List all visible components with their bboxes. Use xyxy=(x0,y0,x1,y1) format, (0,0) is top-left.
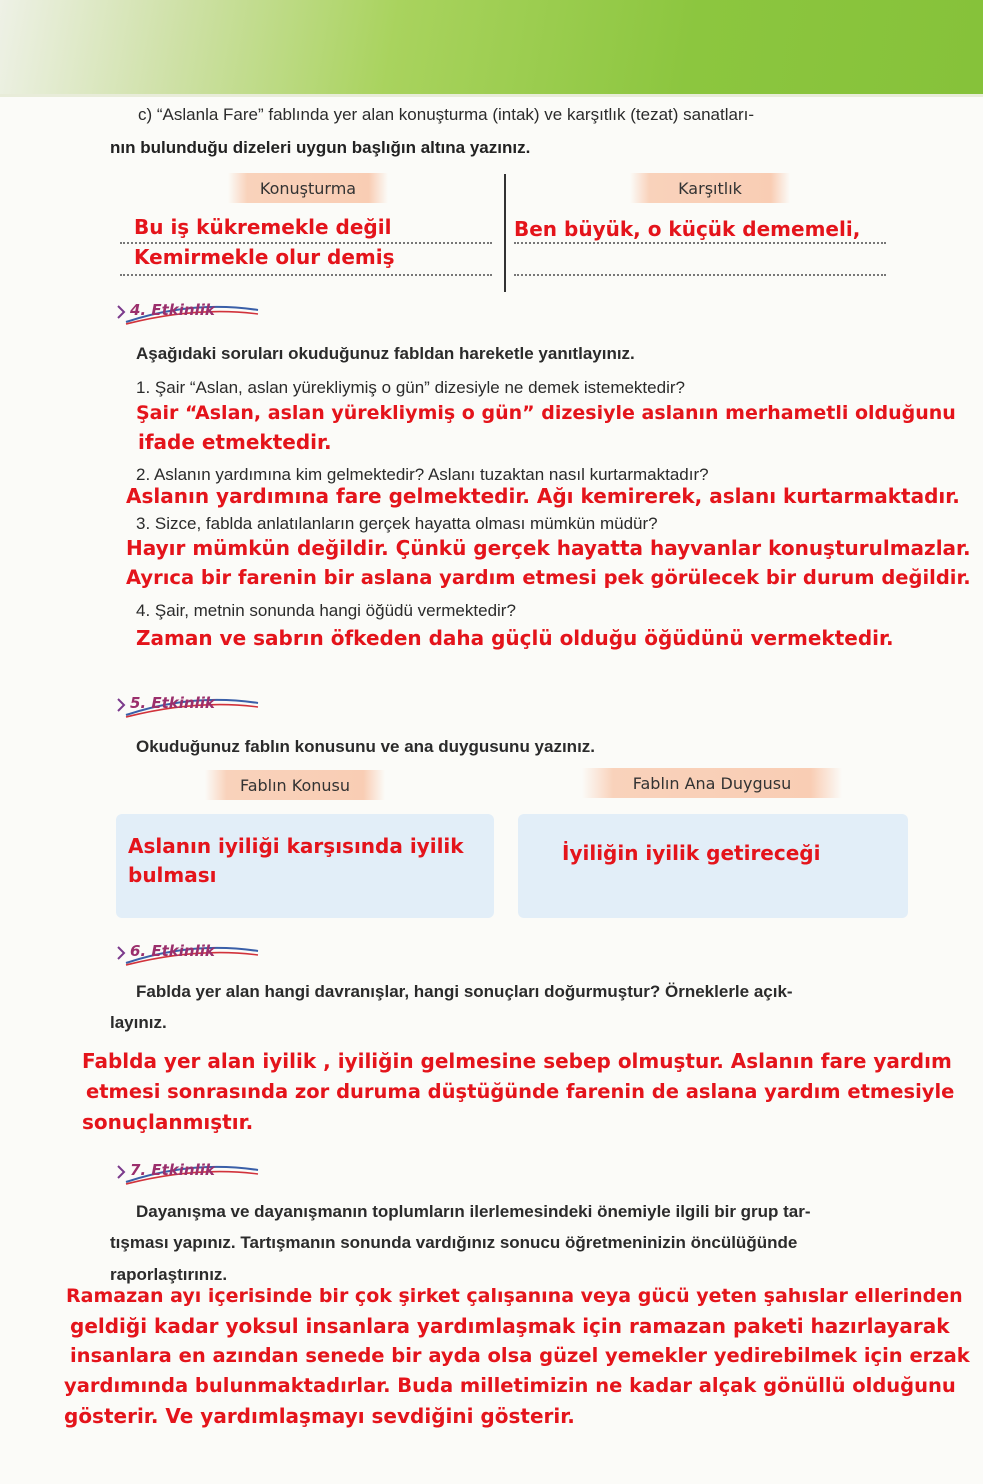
header-band xyxy=(0,0,983,94)
header-divider xyxy=(0,94,983,97)
konusturma-answer-1: Bu iş kükremekle değil xyxy=(134,215,392,239)
etkinlik-6-title: 6. Etkinlik xyxy=(130,942,215,960)
answer-3-line2: Ayrıca bir farenin bir aslana yardım etmesi pek görülecek bir durum değildir. xyxy=(126,566,971,589)
etkinlik-5-badge xyxy=(112,689,262,719)
konusturma-answer-2: Kemirmekle olur demiş xyxy=(134,245,395,269)
answer-2: Aslanın yardımına fare gelmektedir. Ağı kemirerek, aslanı kurtarmaktadır. xyxy=(126,484,960,508)
konusturma-label: Konuşturma xyxy=(228,173,388,203)
question-2: 2. Aslanın yardımına kim gelmektedir? Aslanı tuzaktan nasıl kurtarmaktadır? xyxy=(136,465,709,484)
duygu-label: Fablın Ana Duygusu xyxy=(582,768,842,798)
karsitlik-label: Karşıtlık xyxy=(630,173,790,203)
karsitlik-answer-1: Ben büyük, o küçük dememeli, xyxy=(514,217,861,241)
etkinlik-6-badge xyxy=(112,937,262,967)
etkinlik-4-title: 4. Etkinlik xyxy=(130,301,215,319)
etkinlik-6-answer-1: Fablda yer alan iyilik , iyiliğin gelmesine sebep olmuştur. Aslanın fare yardım xyxy=(82,1049,952,1073)
answer-4: Zaman ve sabrın öfkeden daha güçlü olduğu öğüdünü vermektedir. xyxy=(136,626,894,650)
etkinlik-7-answer-2: geldiği kadar yoksul insanlara yardımlaşmak için ramazan paketi hazırlayarak xyxy=(70,1314,950,1338)
section-c-line1: c) “Aslanla Fare” fablında yer alan konuşturma (intak) ve karşıtlık (tezat) sanatları- xyxy=(138,105,755,124)
answer-3-line1: Hayır mümkün değildir. Çünkü gerçek hayatta hayvanlar konuşturulmazlar. xyxy=(126,536,971,560)
konu-label: Fablın Konusu xyxy=(205,770,385,800)
etkinlik-7-badge xyxy=(112,1156,262,1186)
answer-1-line1: Şair “Aslan, aslan yürekliymiş o gün” dizesiyle aslanın merhametli olduğunu xyxy=(136,402,956,424)
etkinlik-4-instruction: Aşağıdaki soruları okuduğunuz fabldan hareketle yanıtlayınız. xyxy=(136,344,635,363)
question-1: 1. Şair “Aslan, aslan yürekliymiş o gün” dizesiyle ne demek istemektedir? xyxy=(136,378,685,397)
column-divider xyxy=(504,174,506,292)
konusturma-line2[interactable] xyxy=(120,274,492,276)
etkinlik-7-answer-3: insanlara en azından senede bir ayda olsa güzel yemekler yedirebilmek için erzak xyxy=(70,1344,970,1367)
etkinlik-4-badge xyxy=(112,296,262,326)
etkinlik-7-answer-1: Ramazan ayı içerisinde bir çok şirket çalışanına veya gücü yeten şahıslar ellerinden xyxy=(66,1285,963,1307)
etkinlik-5-title: 5. Etkinlik xyxy=(130,694,215,712)
etkinlik-7-instruction-2: tışması yapınız. Tartışmanın sonunda vardığınız sonucu öğretmeninizin öncülüğünde xyxy=(110,1233,798,1252)
answer-1-line2: ifade etmektedir. xyxy=(138,430,332,454)
etkinlik-5-instruction: Okuduğunuz fablın konusunu ve ana duygusunu yazınız. xyxy=(136,737,596,756)
karsitlik-line2[interactable] xyxy=(514,274,886,276)
etkinlik-6-instruction-2: layınız. xyxy=(110,1013,167,1032)
etkinlik-6-answer-3: sonuçlanmıştır. xyxy=(82,1110,254,1134)
question-4: 4. Şair, metnin sonunda hangi öğüdü vermektedir? xyxy=(136,601,516,620)
konu-answer-line2: bulması xyxy=(128,863,217,887)
etkinlik-7-instruction-3: raporlaştırınız. xyxy=(110,1265,228,1284)
etkinlik-7-answer-5: gösterir. Ve yardımlaşmayı sevdiğini gösterir. xyxy=(64,1404,575,1428)
question-3: 3. Sizce, fablda anlatılanların gerçek hayatta olması mümkün müdür? xyxy=(136,514,658,533)
etkinlik-6-instruction-1: Fablda yer alan hangi davranışlar, hangi sonuçları doğurmuştur? Örneklerle açık- xyxy=(136,982,793,1001)
etkinlik-7-instruction-1: Dayanışma ve dayanışmanın toplumların ilerlemesindeki önemiyle ilgili bir grup tar- xyxy=(136,1202,811,1221)
etkinlik-6-answer-2: etmesi sonrasında zor duruma düştüğünde farenin de aslana yardım etmesiyle xyxy=(86,1080,955,1103)
duygu-answer: İyiliğin iyilik getireceği xyxy=(562,841,821,865)
etkinlik-7-title: 7. Etkinlik xyxy=(130,1161,215,1179)
etkinlik-7-answer-4: yardımında bulunmaktadırlar. Buda milletimizin ne kadar alçak gönüllü olduğunu xyxy=(64,1374,956,1397)
konu-answer-line1: Aslanın iyiliği karşısında iyilik xyxy=(128,834,464,858)
section-c-line2: nın bulunduğu dizeleri uygun başlığın altına yazınız. xyxy=(110,138,531,157)
